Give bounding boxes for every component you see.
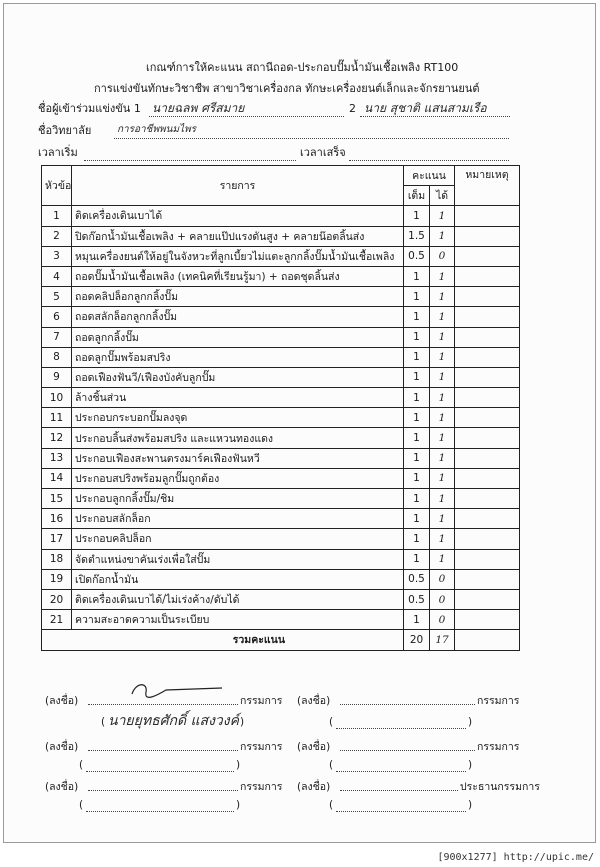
row-note [455,206,520,226]
committee-label-1: กรรมการ [240,695,283,707]
paren-close-6: ) [468,799,473,811]
row-full-score: 0.5 [404,246,430,266]
row-number: 15 [42,489,72,509]
row-item: ประกอบลูกกลิ้งปั๊ม/ชิม [72,489,404,509]
paren-open-3: ( [79,759,84,771]
name-line-3 [86,771,234,772]
row-full-score: 1 [404,327,430,347]
row-got-score: 1 [430,408,455,428]
row-item: ถอดคลิปล็อกลูกกลิ้งปั๊ม [72,287,404,307]
competitor-1-name: นายฉลพ ศรีสมาย [152,101,245,115]
row-note [455,408,520,428]
table-row [42,549,520,569]
score-sheet [3,3,596,843]
sign-label-3: (ลงชื่อ) [45,741,79,753]
watermark-caption: [900x1277] http://upic.me/ [437,852,594,863]
total-full: 20 [404,630,430,650]
paren-open-6: ( [329,799,334,811]
paren-close-1: ) [240,716,245,728]
row-got-score: 1 [430,549,455,569]
table-row [42,206,520,226]
row-full-score: 1 [404,468,430,488]
title-line-2: การแข่งขันทักษะวิชาชีพ สาขาวิชาเครื่องกล ทักษะเครื่องยนต์เล็กและจักรยานยนต์ [94,82,480,95]
row-full-score: 1 [404,408,430,428]
table-row [42,448,520,468]
name-line-5 [86,811,234,812]
competitor-2-name: นาย สุชาติ แสนสามเรือ [364,101,487,115]
row-note [455,589,520,609]
row-full-score: 1 [404,509,430,529]
row-item: ถอดปั๊มน้ำมันเชื้อเพลิง (เทคนิคที่เรียนรู้มา) + ถอดชุดลิ้นส่ง [72,266,404,286]
chairman-label: ประธานกรรมการ [460,781,540,793]
committee-label-5: กรรมการ [240,781,283,793]
table-row [42,327,520,347]
sign-line-5 [88,790,238,791]
row-full-score: 1.5 [404,226,430,246]
college-label: ชื่อวิทยาลัย [38,124,92,137]
table-row [42,489,520,509]
row-full-score: 1 [404,388,430,408]
row-note [455,327,520,347]
competitor-no-2: 2 [349,102,356,115]
header-item: รายการ [72,166,404,206]
sign-line-1 [88,704,238,705]
row-got-score: 1 [430,428,455,448]
table-row [42,226,520,246]
paren-open-4: ( [329,759,334,771]
signer-name: นายยุทธศักดิ์ แสงวงค์ [108,713,239,729]
row-got-score: 1 [430,388,455,408]
row-got-score: 1 [430,347,455,367]
committee-label-3: กรรมการ [240,741,283,753]
table-row [42,468,520,488]
row-number: 11 [42,408,72,428]
total-row [42,630,520,650]
row-item: ล้างชิ้นส่วน [72,388,404,408]
row-note [455,448,520,468]
row-got-score: 1 [430,266,455,286]
table-row [42,307,520,327]
row-number: 6 [42,307,72,327]
row-number: 18 [42,549,72,569]
row-note [455,569,520,589]
header-score: คะแนน [404,166,455,186]
total-label: รวมคะแนน [42,630,404,650]
sign-line-4 [340,750,475,751]
row-item: ถอดสลักล็อกลูกกลิ้งปั๊ม [72,307,404,327]
row-got-score: 0 [430,569,455,589]
college-line [114,138,509,139]
paren-close-4: ) [468,759,473,771]
paren-open-2: ( [329,716,334,728]
table-row [42,529,520,549]
total-note [455,630,520,650]
total-got: 17 [430,630,455,650]
row-full-score: 1 [404,428,430,448]
row-item: ประกอบเฟืองสะพานตรงมาร์คเฟืองฟันหวี [72,448,404,468]
row-item: ประกอบคลิปล็อก [72,529,404,549]
row-number: 13 [42,448,72,468]
row-got-score: 0 [430,246,455,266]
row-note [455,549,520,569]
score-rows [42,206,520,630]
sign-label-5: (ลงชื่อ) [45,781,79,793]
sign-line-2 [340,704,475,705]
row-number: 3 [42,246,72,266]
title-line-1: เกณฑ์การให้คะแนน สถานีถอด-ประกอบปั๊มน้ำมันเชื้อเพลิง RT100 [146,61,459,74]
row-got-score: 1 [430,448,455,468]
row-number: 16 [42,509,72,529]
row-full-score: 1 [404,529,430,549]
row-item: ปิดก๊อกน้ำมันเชื้อเพลิง + คลายแป๊ปแรงดันสูง + คลายน๊อตลิ้นส่ง [72,226,404,246]
row-item: ประกอบกระบอกปั๊มลงจุด [72,408,404,428]
row-item: จัดตำแหน่งขาคันเร่งเพื่อใส่ปั๊ม [72,549,404,569]
row-item: ถอดลูกกลิ้งปั๊ม [72,327,404,347]
row-number: 2 [42,226,72,246]
row-note [455,266,520,286]
score-table [41,165,520,651]
paren-close-3: ) [236,759,241,771]
row-full-score: 1 [404,448,430,468]
sign-label-4: (ลงชื่อ) [297,741,331,753]
name-line-6 [336,811,466,812]
row-note [455,610,520,630]
sign-line-6 [340,790,458,791]
table-row [42,509,520,529]
row-got-score: 0 [430,589,455,609]
row-got-score: 1 [430,468,455,488]
row-got-score: 1 [430,287,455,307]
row-full-score: 1 [404,549,430,569]
start-time-line [84,160,296,161]
table-row [42,569,520,589]
row-number: 9 [42,367,72,387]
row-number: 10 [42,388,72,408]
table-row [42,408,520,428]
table-row [42,589,520,609]
committee-label-4: กรรมการ [477,741,520,753]
sign-line-3 [88,750,238,751]
row-item: ประกอบสปริงพร้อมลูกปั๊มถูกต้อง [72,468,404,488]
row-number: 19 [42,569,72,589]
row-number: 20 [42,589,72,609]
header-item-no: หัวข้อ [42,166,72,206]
paren-close-2: ) [468,716,473,728]
table-row [42,246,520,266]
row-note [455,388,520,408]
row-full-score: 0.5 [404,569,430,589]
table-row [42,428,520,448]
row-number: 21 [42,610,72,630]
table-row [42,347,520,367]
name-line-4 [336,771,466,772]
row-item: เปิดก๊อกน้ำมัน [72,569,404,589]
row-note [455,489,520,509]
row-got-score: 0 [430,610,455,630]
row-number: 1 [42,206,72,226]
paren-open-1: ( [101,716,106,728]
header-got-score: ได้ [430,186,455,206]
row-note [455,509,520,529]
row-got-score: 1 [430,307,455,327]
row-item: ติดเครื่องเดินเบาได้/ไม่เร่งค้าง/ดับได้ [72,589,404,609]
row-item: ประกอบสลักล็อก [72,509,404,529]
header-full-score: เต็ม [404,186,430,206]
end-time-label: เวลาเสร็จ [300,146,346,159]
row-item: ประกอบลิ้นส่งพร้อมสปริง และแหวนทองแดง [72,428,404,448]
table-row [42,610,520,630]
row-note [455,246,520,266]
row-full-score: 0.5 [404,589,430,609]
row-item: ติดเครื่องเดินเบาได้ [72,206,404,226]
row-got-score: 1 [430,226,455,246]
name-line-2 [336,728,466,729]
row-full-score: 1 [404,367,430,387]
row-note [455,428,520,448]
row-note [455,347,520,367]
row-note [455,529,520,549]
signature-scribble-1 [126,680,226,702]
header-note: หมายเหตุ [455,166,520,206]
row-got-score: 1 [430,489,455,509]
paren-open-5: ( [79,799,84,811]
row-item: ความสะอาดความเป็นระเบียบ [72,610,404,630]
row-note [455,287,520,307]
row-item: หมุนเครื่องยนต์ให้อยู่ในจังหวะที่ลูกเบี้ยวไม่แตะลูกกลิ้งปั๊มน้ำมันเชื้อเพลิง [72,246,404,266]
table-row [42,367,520,387]
committee-label-2: กรรมการ [477,695,520,707]
row-number: 12 [42,428,72,448]
row-full-score: 1 [404,347,430,367]
row-full-score: 1 [404,307,430,327]
row-got-score: 1 [430,206,455,226]
row-item: ถอดเฟืองฟันวี/เฟืองบังคับลูกปั๊ม [72,367,404,387]
row-got-score: 1 [430,367,455,387]
row-number: 8 [42,347,72,367]
row-number: 5 [42,287,72,307]
competitor-label: ชื่อผู้เข้าร่วมแข่งขัน 1 [38,102,141,115]
table-row [42,287,520,307]
row-got-score: 1 [430,509,455,529]
sign-label-2: (ลงชื่อ) [297,695,331,707]
row-got-score: 1 [430,529,455,549]
table-row [42,388,520,408]
row-note [455,307,520,327]
end-time-line [349,160,509,161]
row-note [455,367,520,387]
row-number: 17 [42,529,72,549]
row-item: ถอดลูกปั๊มพร้อมสปริง [72,347,404,367]
row-got-score: 1 [430,327,455,347]
row-full-score: 1 [404,610,430,630]
college-value: การอาชีพพนมไพร [117,124,197,135]
paren-close-5: ) [236,799,241,811]
row-number: 14 [42,468,72,488]
row-number: 4 [42,266,72,286]
row-full-score: 1 [404,266,430,286]
sign-label-1: (ลงชื่อ) [45,695,79,707]
row-note [455,468,520,488]
row-full-score: 1 [404,287,430,307]
row-note [455,226,520,246]
row-number: 7 [42,327,72,347]
sign-label-6: (ลงชื่อ) [297,781,331,793]
row-full-score: 1 [404,206,430,226]
start-time-label: เวลาเริ่ม [38,146,78,159]
table-row [42,266,520,286]
row-full-score: 1 [404,489,430,509]
